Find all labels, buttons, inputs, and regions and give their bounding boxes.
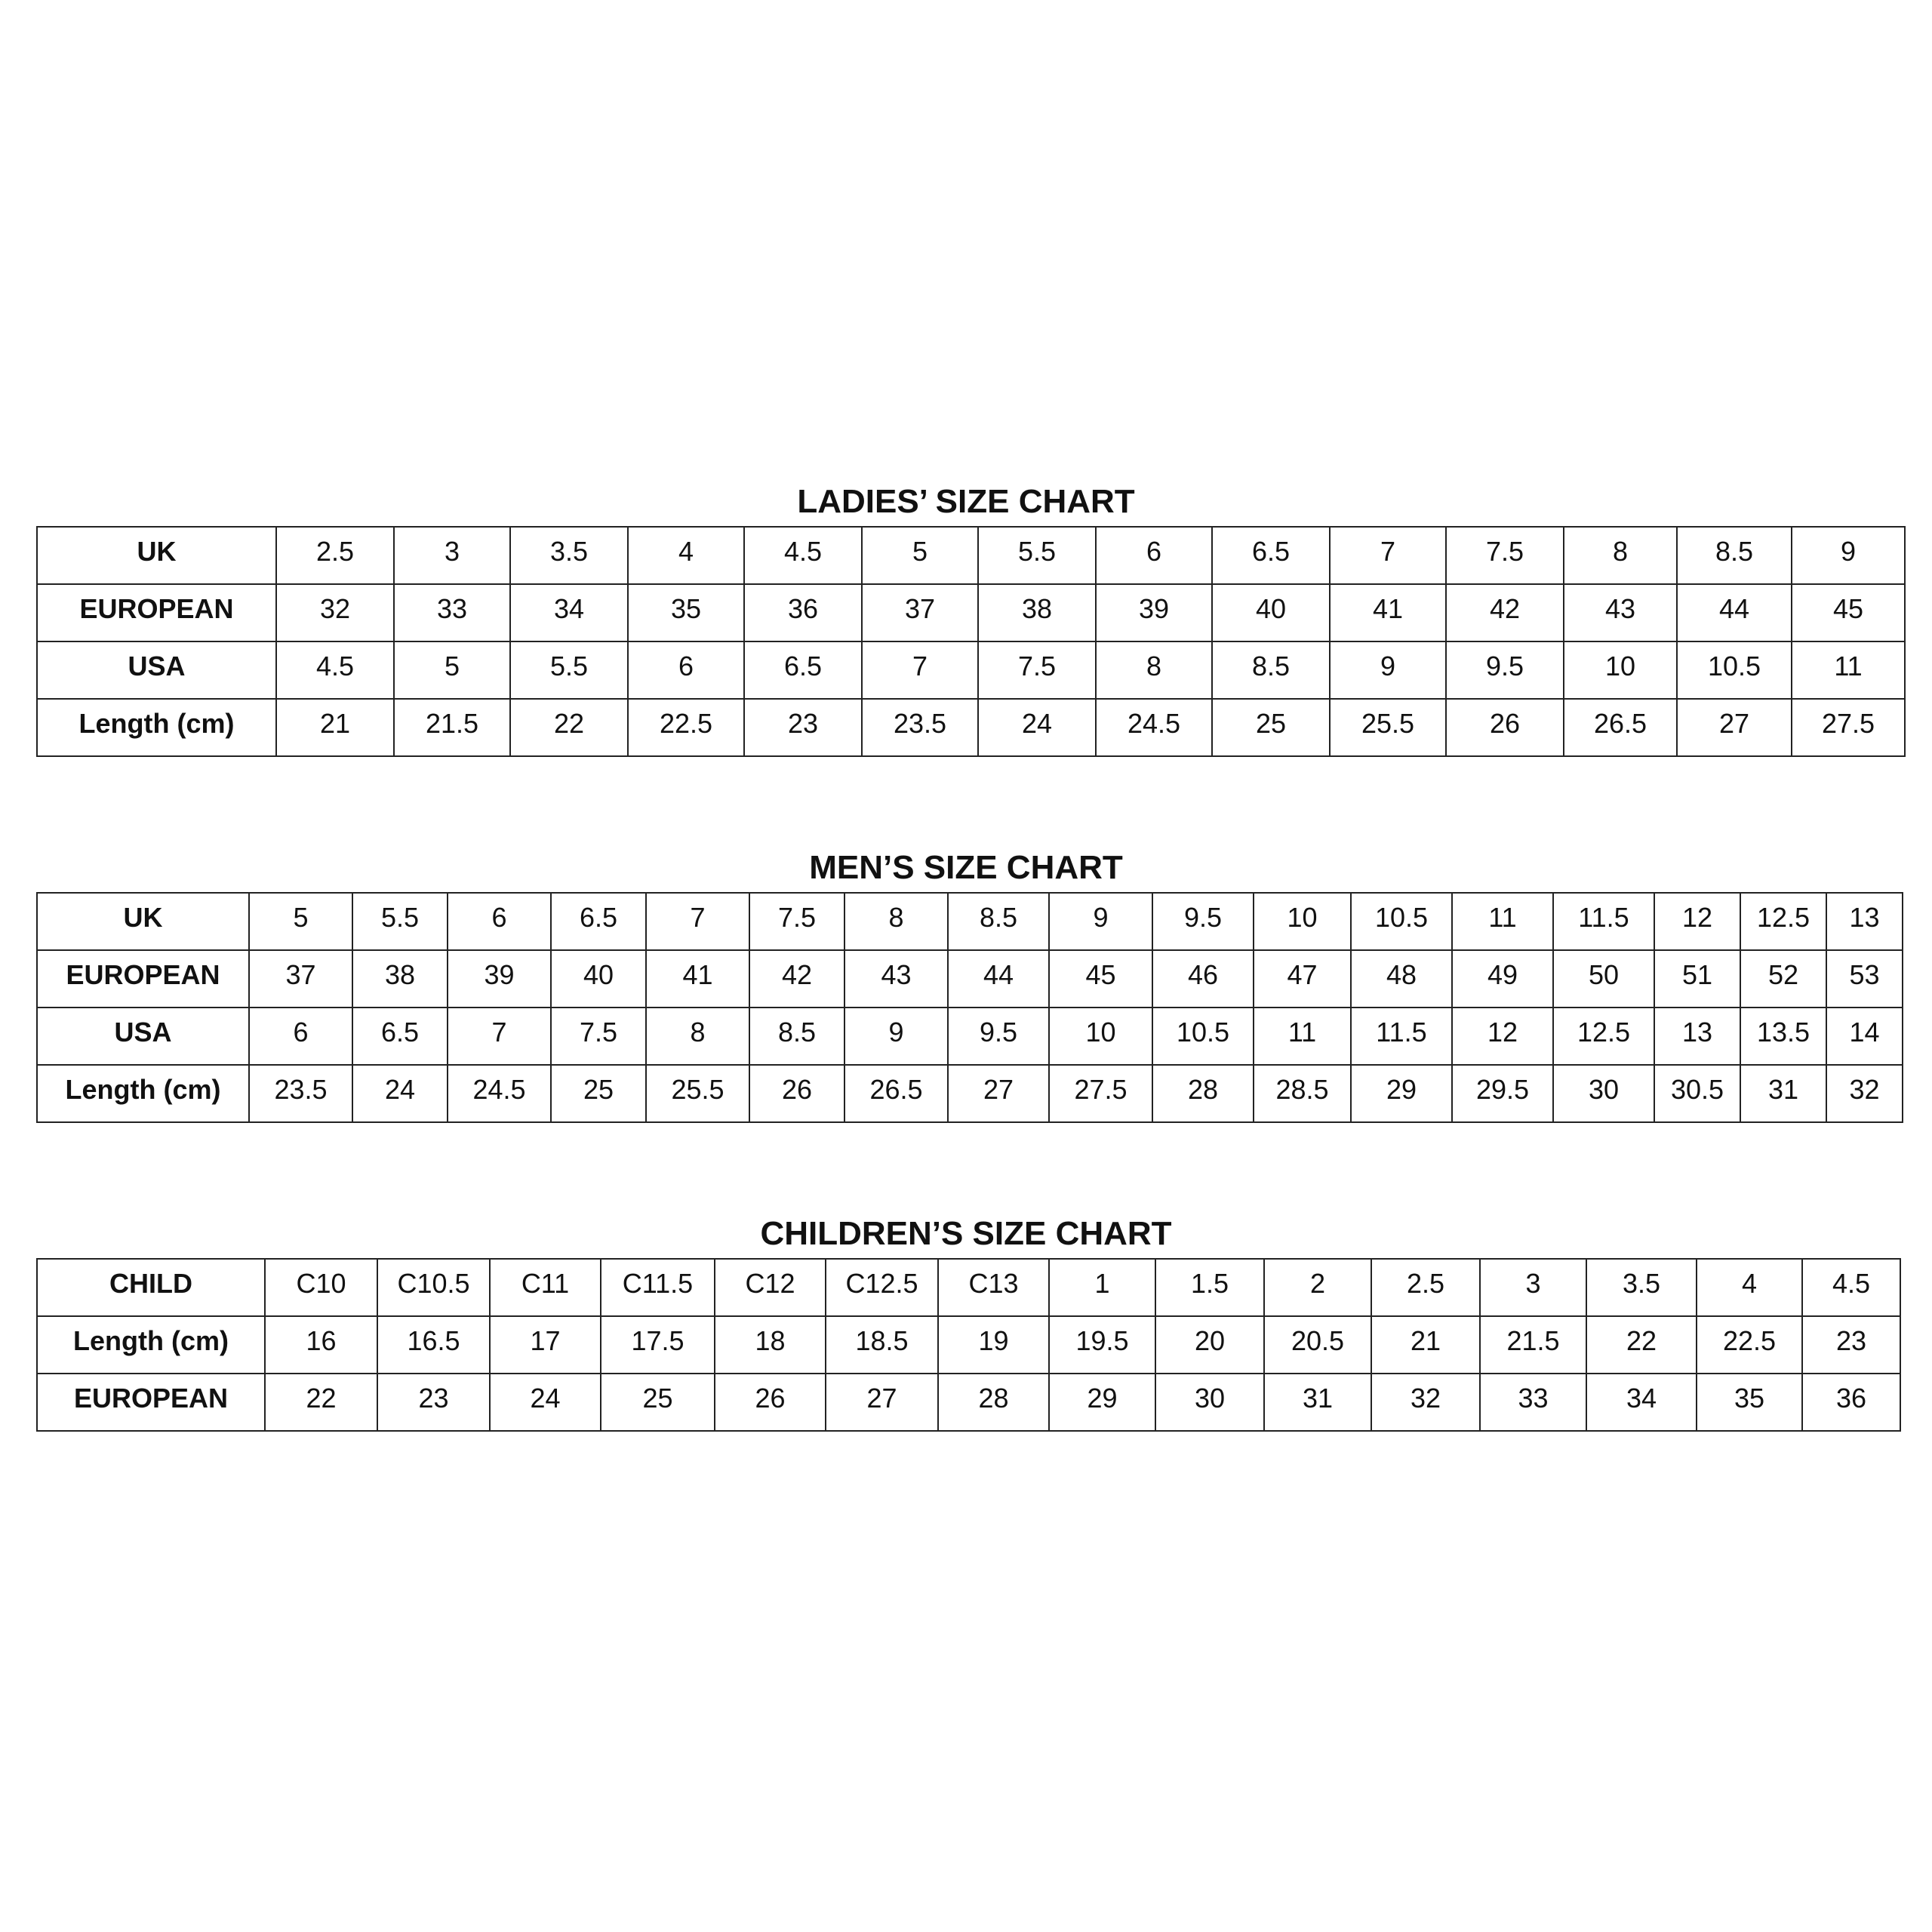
table-row	[37, 1316, 1900, 1374]
table-cell: 48	[1351, 950, 1452, 1008]
row-label: Length (cm)	[37, 1065, 249, 1122]
table-row	[37, 893, 1903, 950]
table-cell: 42	[1446, 584, 1564, 641]
table-cell: 5.5	[978, 527, 1096, 584]
table-cell: 21.5	[394, 699, 510, 756]
table-cell: 7.5	[551, 1008, 646, 1065]
table-cell: 8	[844, 893, 948, 950]
table-cell: 20	[1155, 1316, 1264, 1374]
table-cell: 46	[1152, 950, 1254, 1008]
table-cell: 6	[249, 1008, 352, 1065]
table-cell: 43	[1564, 584, 1677, 641]
table-cell: 22	[1586, 1316, 1697, 1374]
ladies-section	[0, 483, 1932, 521]
table-cell: 9.5	[1152, 893, 1254, 950]
table-cell: 11	[1452, 893, 1553, 950]
table-cell: 25	[601, 1374, 715, 1431]
table-cell: 22	[265, 1374, 377, 1431]
children-size-table	[36, 1258, 1901, 1432]
table-cell: 2	[1264, 1259, 1371, 1316]
table-cell: 3	[1480, 1259, 1586, 1316]
table-cell: 8	[1564, 527, 1677, 584]
table-cell: 26	[749, 1065, 844, 1122]
table-cell: 26.5	[1564, 699, 1677, 756]
table-cell: 25.5	[1330, 699, 1446, 756]
table-cell: 10.5	[1152, 1008, 1254, 1065]
table-cell: 27	[826, 1374, 938, 1431]
table-cell: 5.5	[352, 893, 448, 950]
table-cell: 13	[1654, 1008, 1740, 1065]
table-cell: 8	[1096, 641, 1212, 699]
table-cell: 32	[276, 584, 394, 641]
table-cell: 11	[1792, 641, 1905, 699]
table-cell: 8.5	[1677, 527, 1792, 584]
table-cell: 6	[448, 893, 551, 950]
table-cell: 7.5	[1446, 527, 1564, 584]
table-cell: 10	[1049, 1008, 1152, 1065]
table-cell: 6	[1096, 527, 1212, 584]
table-cell: 19	[938, 1316, 1049, 1374]
table-cell: 36	[744, 584, 862, 641]
table-cell: 30	[1155, 1374, 1264, 1431]
table-cell: 5.5	[510, 641, 628, 699]
table-cell: 11	[1254, 1008, 1351, 1065]
table-cell: 35	[628, 584, 744, 641]
table-cell: 32	[1371, 1374, 1480, 1431]
table-cell: 31	[1264, 1374, 1371, 1431]
table-row	[37, 1259, 1900, 1316]
mens-size-table	[36, 892, 1903, 1123]
table-cell: 40	[551, 950, 646, 1008]
mens-section	[0, 849, 1932, 887]
table-cell: 16.5	[377, 1316, 490, 1374]
table-cell: C10	[265, 1259, 377, 1316]
table-cell: 1	[1049, 1259, 1155, 1316]
table-cell: 12.5	[1553, 1008, 1654, 1065]
table-cell: 11.5	[1351, 1008, 1452, 1065]
table-cell: 41	[1330, 584, 1446, 641]
table-cell: 9.5	[948, 1008, 1049, 1065]
table-cell: 38	[352, 950, 448, 1008]
table-cell: 8	[646, 1008, 749, 1065]
table-cell: 21	[1371, 1316, 1480, 1374]
table-cell: C10.5	[377, 1259, 490, 1316]
table-cell: 37	[862, 584, 978, 641]
table-cell: 43	[844, 950, 948, 1008]
table-cell: 18	[715, 1316, 826, 1374]
table-cell: 36	[1802, 1374, 1900, 1431]
table-cell: C11	[490, 1259, 601, 1316]
table-cell: C13	[938, 1259, 1049, 1316]
table-cell: 34	[1586, 1374, 1697, 1431]
table-cell: 24	[352, 1065, 448, 1122]
table-cell: 42	[749, 950, 844, 1008]
table-cell: 24.5	[1096, 699, 1212, 756]
table-cell: 26.5	[844, 1065, 948, 1122]
table-cell: 17	[490, 1316, 601, 1374]
table-cell: 38	[978, 584, 1096, 641]
table-cell: 2.5	[276, 527, 394, 584]
table-cell: 28	[1152, 1065, 1254, 1122]
table-cell: 25.5	[646, 1065, 749, 1122]
table-cell: 24	[978, 699, 1096, 756]
table-cell: 6.5	[352, 1008, 448, 1065]
table-cell: 6.5	[551, 893, 646, 950]
table-cell: 44	[1677, 584, 1792, 641]
table-cell: 9	[1330, 641, 1446, 699]
table-cell: 30	[1553, 1065, 1654, 1122]
table-cell: 49	[1452, 950, 1553, 1008]
table-cell: 17.5	[601, 1316, 715, 1374]
table-cell: 1.5	[1155, 1259, 1264, 1316]
table-row	[37, 1065, 1903, 1122]
table-cell: 33	[394, 584, 510, 641]
table-cell: 51	[1654, 950, 1740, 1008]
table-row	[37, 527, 1905, 584]
ladies-chart-title: LADIES’ SIZE CHART	[797, 483, 1135, 520]
table-cell: 27	[948, 1065, 1049, 1122]
table-cell: 3.5	[1586, 1259, 1697, 1316]
table-cell: 6.5	[1212, 527, 1330, 584]
table-cell: 4.5	[1802, 1259, 1900, 1316]
table-cell: 7	[448, 1008, 551, 1065]
table-cell: 53	[1826, 950, 1903, 1008]
table-cell: 31	[1740, 1065, 1826, 1122]
table-cell: 21	[276, 699, 394, 756]
table-cell: 12	[1654, 893, 1740, 950]
table-cell: 37	[249, 950, 352, 1008]
table-cell: C11.5	[601, 1259, 715, 1316]
table-cell: 27.5	[1792, 699, 1905, 756]
table-cell: 11.5	[1553, 893, 1654, 950]
table-cell: 20.5	[1264, 1316, 1371, 1374]
mens-chart-title: MEN’S SIZE CHART	[809, 849, 1123, 886]
table-cell: 26	[715, 1374, 826, 1431]
table-cell: 24	[490, 1374, 601, 1431]
row-label: Length (cm)	[37, 1316, 265, 1374]
table-cell: 45	[1792, 584, 1905, 641]
table-cell: 4	[628, 527, 744, 584]
table-cell: C12	[715, 1259, 826, 1316]
table-cell: 9.5	[1446, 641, 1564, 699]
table-cell: 26	[1446, 699, 1564, 756]
table-cell: 24.5	[448, 1065, 551, 1122]
table-cell: 27.5	[1049, 1065, 1152, 1122]
table-cell: 2.5	[1371, 1259, 1480, 1316]
row-label: EUROPEAN	[37, 1374, 265, 1431]
children-section	[0, 1215, 1932, 1253]
table-cell: 10	[1564, 641, 1677, 699]
table-cell: 25	[1212, 699, 1330, 756]
table-cell: 10.5	[1677, 641, 1792, 699]
row-label: EUROPEAN	[37, 584, 276, 641]
table-cell: C12.5	[826, 1259, 938, 1316]
table-cell: 4	[1697, 1259, 1802, 1316]
table-row	[37, 699, 1905, 756]
table-cell: 7	[1330, 527, 1446, 584]
table-cell: 6.5	[744, 641, 862, 699]
table-cell: 30.5	[1654, 1065, 1740, 1122]
table-cell: 7.5	[749, 893, 844, 950]
table-cell: 50	[1553, 950, 1654, 1008]
table-cell: 13	[1826, 893, 1903, 950]
table-cell: 13.5	[1740, 1008, 1826, 1065]
table-cell: 9	[1049, 893, 1152, 950]
table-cell: 9	[844, 1008, 948, 1065]
table-cell: 23.5	[249, 1065, 352, 1122]
row-label: USA	[37, 641, 276, 699]
table-cell: 52	[1740, 950, 1826, 1008]
row-label: CHILD	[37, 1259, 265, 1316]
table-cell: 16	[265, 1316, 377, 1374]
table-cell: 12.5	[1740, 893, 1826, 950]
table-cell: 29.5	[1452, 1065, 1553, 1122]
table-cell: 23	[377, 1374, 490, 1431]
table-cell: 4.5	[276, 641, 394, 699]
table-cell: 40	[1212, 584, 1330, 641]
table-cell: 25	[551, 1065, 646, 1122]
table-cell: 7	[862, 641, 978, 699]
table-cell: 28.5	[1254, 1065, 1351, 1122]
table-cell: 27	[1677, 699, 1792, 756]
table-cell: 5	[862, 527, 978, 584]
table-row	[37, 1008, 1903, 1065]
row-label: USA	[37, 1008, 249, 1065]
table-cell: 47	[1254, 950, 1351, 1008]
table-cell: 10	[1254, 893, 1351, 950]
table-cell: 8.5	[1212, 641, 1330, 699]
table-cell: 21.5	[1480, 1316, 1586, 1374]
table-cell: 10.5	[1351, 893, 1452, 950]
table-cell: 41	[646, 950, 749, 1008]
table-cell: 4.5	[744, 527, 862, 584]
row-label: Length (cm)	[37, 699, 276, 756]
row-label: UK	[37, 527, 276, 584]
table-cell: 29	[1351, 1065, 1452, 1122]
table-cell: 35	[1697, 1374, 1802, 1431]
table-cell: 32	[1826, 1065, 1903, 1122]
table-cell: 5	[394, 641, 510, 699]
table-cell: 8.5	[948, 893, 1049, 950]
table-row	[37, 584, 1905, 641]
table-cell: 7	[646, 893, 749, 950]
table-cell: 5	[249, 893, 352, 950]
table-cell: 44	[948, 950, 1049, 1008]
table-cell: 9	[1792, 527, 1905, 584]
table-cell: 39	[1096, 584, 1212, 641]
table-cell: 22.5	[1697, 1316, 1802, 1374]
table-cell: 3.5	[510, 527, 628, 584]
table-row	[37, 1374, 1900, 1431]
table-cell: 45	[1049, 950, 1152, 1008]
table-cell: 19.5	[1049, 1316, 1155, 1374]
table-cell: 12	[1452, 1008, 1553, 1065]
table-cell: 8.5	[749, 1008, 844, 1065]
table-cell: 7.5	[978, 641, 1096, 699]
table-cell: 23.5	[862, 699, 978, 756]
table-cell: 22.5	[628, 699, 744, 756]
ladies-size-table	[36, 526, 1906, 757]
table-row	[37, 641, 1905, 699]
row-label: EUROPEAN	[37, 950, 249, 1008]
table-row	[37, 950, 1903, 1008]
children-chart-title: CHILDREN’S SIZE CHART	[760, 1215, 1172, 1252]
table-cell: 23	[744, 699, 862, 756]
table-cell: 18.5	[826, 1316, 938, 1374]
table-cell: 14	[1826, 1008, 1903, 1065]
table-cell: 28	[938, 1374, 1049, 1431]
table-cell: 33	[1480, 1374, 1586, 1431]
table-cell: 6	[628, 641, 744, 699]
table-cell: 34	[510, 584, 628, 641]
table-cell: 22	[510, 699, 628, 756]
row-label: UK	[37, 893, 249, 950]
table-cell: 39	[448, 950, 551, 1008]
table-cell: 23	[1802, 1316, 1900, 1374]
table-cell: 29	[1049, 1374, 1155, 1431]
table-cell: 3	[394, 527, 510, 584]
